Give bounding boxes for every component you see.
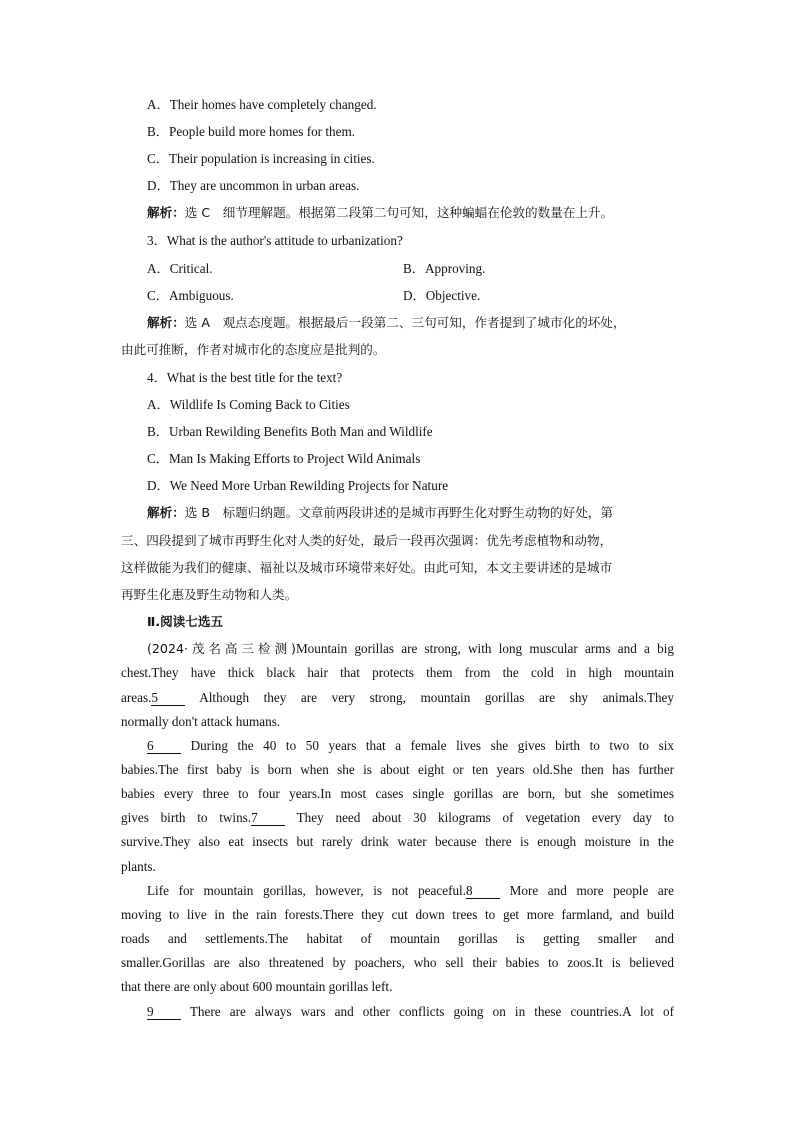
q3-explanation-text-1: 选 A 观点态度题。根据最后一段第二、三句可知，作者提到了城市化的坏处， (184, 315, 626, 330)
q2-explanation-label: 解析： (147, 205, 185, 220)
passage-p4-text-1: There are always wars and other conflicts going on in these countries.A lot of (181, 1004, 674, 1019)
q3-option-c: C．Ambiguous. (147, 288, 234, 303)
q2-explanation-text: 选 C 细节理解题。根据第二段第二句可知，这种蝙蝠在伦敦的数量在上升。 (184, 205, 614, 220)
passage-p4-line-1 (147, 1003, 674, 1021)
passage-p1-text-3a: areas. (121, 690, 152, 705)
q4-option-b: B．Urban Rewilding Benefits Both Man and Wildlife (147, 424, 433, 439)
q4-option-a: A．Wildlife Is Coming Back to Cities (147, 397, 350, 412)
passage-p2-line-1 (147, 737, 674, 755)
blank-9: 9 (147, 1004, 181, 1020)
q4-stem: 4．What is the best title for the text? (147, 370, 343, 385)
passage-p3-line-1 (147, 882, 674, 900)
q4-option-c: C．Man Is Making Efforts to Project Wild Animals (147, 451, 421, 466)
passage-p2-text-4b: They need about 30 kilograms of vegetation every day to (285, 810, 674, 825)
q3-explanation-line-1 (147, 314, 626, 332)
q3-option-d: D．Objective. (403, 288, 481, 303)
passage-p3-text-1b: More and more people are (500, 883, 675, 898)
passage-p3-line-2: moving to live in the rain forests.There they cut down trees to get more farmland, and build (121, 907, 674, 922)
passage-p3-line-3: roads and settlements.The habitat of mountain gorillas is getting smaller and (121, 931, 674, 946)
passage-p1-line-2: chest.They have thick black hair that protects them from the cold in high mountain (121, 665, 674, 680)
q2-explanation (147, 204, 613, 222)
passage-p1-text-1: Mountain gorillas are strong, with long muscular arms and a big (295, 641, 674, 656)
q3-explanation-label: 解析： (147, 315, 185, 330)
q4-explanation-line-2: 三、四段提到了城市再野生化对人类的好处，最后一段再次强调：优先考虑植物和动物， (121, 533, 613, 548)
q2-option-a: A．Their homes have completely changed. (147, 97, 377, 112)
blank-8: 8 (466, 883, 500, 899)
blank-6: 6 (147, 738, 181, 754)
blank-5: 5 (151, 690, 185, 706)
passage-p3-line-5: that there are only about 600 mountain gorillas left. (121, 979, 393, 994)
passage-p2-text-4a: gives birth to twins. (121, 810, 252, 825)
q4-explanation-text-1: 选 B 标题归纳题。文章前两段讲述的是城市再野生化对野生动物的好处，第 (184, 505, 614, 520)
q3-explanation-line-2: 由此可推断，作者对城市化的态度应是批判的。 (121, 342, 386, 357)
section-heading: Ⅱ.阅读七选五 (147, 614, 224, 629)
passage-p2-line-5: survive.They also eat insects but rarely drink water because there is enough moisture in the (121, 834, 674, 849)
q4-explanation-line-3: 这样做能为我们的健康、福祉以及城市环境带来好处。由此可知，本文主要讲述的是城市 (121, 560, 613, 575)
passage-p1-text-3b: Although they are very strong, mountain gorillas are shy animals.They (185, 690, 674, 705)
q3-stem: 3．What is the author's attitude to urbanization? (147, 233, 403, 248)
blank-7: 7 (251, 810, 285, 826)
passage-source: (2024·茂名高三检测) (147, 641, 296, 656)
passage-p2-line-2: babies.The first baby is born when she is about eight or ten years old.She then has further (121, 762, 674, 777)
q4-explanation-line-4: 再野生化惠及野生动物和人类。 (121, 587, 298, 602)
passage-p3-line-4: smaller.Gorillas are also threatened by poachers, who sell their babies to zoos.It is believed (121, 955, 674, 970)
passage-p3-text-1a: Life for mountain gorillas, however, is not peaceful. (147, 883, 467, 898)
passage-p2-line-6: plants. (121, 859, 156, 874)
passage-p2-line-3: babies every three to four years.In most cases single gorillas are born, but she sometimes (121, 786, 674, 801)
q2-option-d: D．They are uncommon in urban areas. (147, 178, 360, 193)
passage-p2-text-1: During the 40 to 50 years that a female lives she gives birth to two to six (181, 738, 674, 753)
q4-explanation-line-1 (147, 504, 613, 522)
passage-p1-line-3 (121, 689, 674, 707)
q4-explanation-label: 解析： (147, 505, 185, 520)
passage-p1-line-1 (147, 640, 674, 658)
passage-p2-line-4 (121, 809, 674, 827)
passage-p1-line-4: normally don't attack humans. (121, 714, 281, 729)
q4-option-d: D．We Need More Urban Rewilding Projects for Nature (147, 478, 449, 493)
q3-option-a: A．Critical. (147, 261, 213, 276)
q3-option-b: B．Approving. (403, 261, 486, 276)
q2-option-c: C．Their population is increasing in cities. (147, 151, 375, 166)
q2-option-b: B．People build more homes for them. (147, 124, 356, 139)
